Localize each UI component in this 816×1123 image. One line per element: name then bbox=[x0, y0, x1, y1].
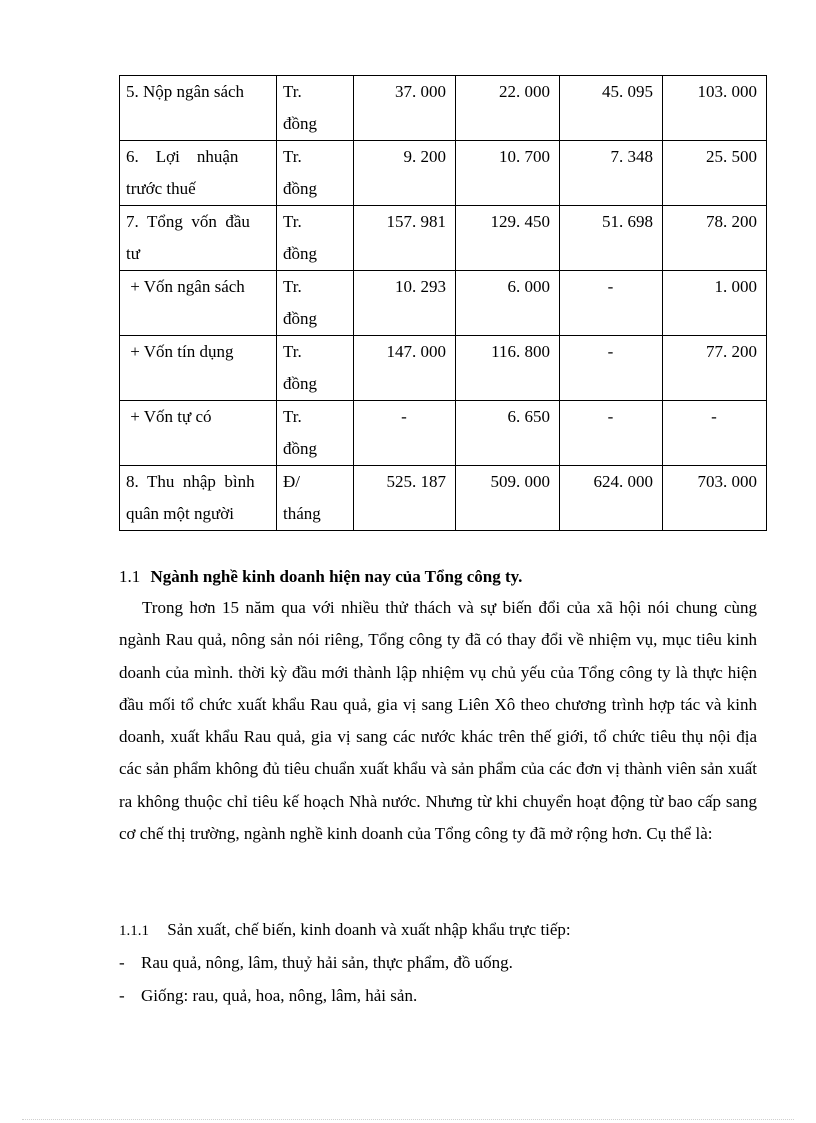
table-row bbox=[120, 401, 767, 466]
table-row bbox=[120, 76, 767, 141]
unit-line: đồng bbox=[283, 439, 317, 458]
section-heading bbox=[119, 563, 522, 591]
statistics-table bbox=[119, 75, 767, 531]
value-cell: - bbox=[663, 401, 767, 466]
value-cell: 45. 095 bbox=[560, 76, 663, 141]
bullet-dash: - bbox=[119, 953, 125, 972]
value-cell: 103. 000 bbox=[663, 76, 767, 141]
row-label-cell bbox=[120, 336, 277, 401]
unit-cell bbox=[277, 401, 354, 466]
row-label-line: quân một người bbox=[126, 504, 234, 523]
value-cell: 22. 000 bbox=[456, 76, 560, 141]
value-cell: 6. 000 bbox=[456, 271, 560, 336]
list-item bbox=[119, 982, 417, 1010]
section-number: 1.1 bbox=[119, 567, 141, 586]
row-label-line: 5. Nộp ngân sách bbox=[126, 82, 245, 101]
value-cell: 25. 500 bbox=[663, 141, 767, 206]
row-label-line: + Vốn tự có bbox=[126, 407, 212, 426]
unit-cell bbox=[277, 336, 354, 401]
value-cell: 129. 450 bbox=[456, 206, 560, 271]
unit-line: đồng bbox=[283, 114, 317, 133]
unit-line: Tr. bbox=[283, 407, 302, 426]
value-cell: - bbox=[354, 401, 456, 466]
value-cell: - bbox=[560, 336, 663, 401]
unit-line: Tr. bbox=[283, 342, 302, 361]
row-label-line: tư bbox=[126, 244, 140, 263]
unit-cell bbox=[277, 466, 354, 531]
list-item-text: Giống: rau, quả, hoa, nông, lâm, hải sản. bbox=[141, 986, 418, 1005]
value-cell: 10. 293 bbox=[354, 271, 456, 336]
value-cell: 116. 800 bbox=[456, 336, 560, 401]
value-cell: 77. 200 bbox=[663, 336, 767, 401]
bullet-dash: - bbox=[119, 986, 125, 1005]
row-label-cell bbox=[120, 206, 277, 271]
value-cell: 157. 981 bbox=[354, 206, 456, 271]
value-cell: 6. 650 bbox=[456, 401, 560, 466]
unit-line: đồng bbox=[283, 374, 317, 393]
value-cell: 509. 000 bbox=[456, 466, 560, 531]
subsection-title: Sản xuất, chế biến, kinh doanh và xuất nhập khẩu trực tiếp: bbox=[167, 920, 571, 939]
row-label-line: + Vốn ngân sách bbox=[126, 277, 245, 296]
subsection-number: 1.1.1 bbox=[119, 923, 149, 939]
value-cell: 624. 000 bbox=[560, 466, 663, 531]
list-item bbox=[119, 949, 513, 977]
row-label-cell bbox=[120, 271, 277, 336]
value-cell: 525. 187 bbox=[354, 466, 456, 531]
unit-line: Tr. bbox=[283, 147, 302, 166]
row-label-line: trước thuế bbox=[126, 179, 196, 198]
unit-line: Tr. bbox=[283, 277, 302, 296]
page-bottom-border bbox=[22, 1119, 794, 1120]
section-title: Ngành nghề kinh doanh hiện nay của Tổng công ty. bbox=[150, 567, 523, 586]
value-cell: 7. 348 bbox=[560, 141, 663, 206]
table-row bbox=[120, 141, 767, 206]
list-item-text: Rau quả, nông, lâm, thuỷ hải sản, thực phẩm, đồ uống. bbox=[141, 953, 513, 972]
value-cell: 1. 000 bbox=[663, 271, 767, 336]
unit-cell bbox=[277, 141, 354, 206]
unit-cell bbox=[277, 271, 354, 336]
row-label-line: 6. Lợi nhuận bbox=[126, 147, 239, 166]
unit-line: đồng bbox=[283, 179, 317, 198]
unit-line: đồng bbox=[283, 309, 317, 328]
table-row bbox=[120, 271, 767, 336]
unit-line: đồng bbox=[283, 244, 317, 263]
value-cell: 9. 200 bbox=[354, 141, 456, 206]
unit-line: Tr. bbox=[283, 212, 302, 231]
row-label-line: + Vốn tín dụng bbox=[126, 342, 234, 361]
row-label-line: 7. Tổng vốn đầu bbox=[126, 212, 250, 231]
unit-line: Tr. bbox=[283, 82, 302, 101]
value-cell: 10. 700 bbox=[456, 141, 560, 206]
row-label-cell bbox=[120, 466, 277, 531]
table-body bbox=[120, 76, 767, 531]
row-label-line: 8. Thu nhập bình bbox=[126, 472, 255, 491]
value-cell: 37. 000 bbox=[354, 76, 456, 141]
value-cell: - bbox=[560, 271, 663, 336]
value-cell: - bbox=[560, 401, 663, 466]
row-label-cell bbox=[120, 141, 277, 206]
table-row bbox=[120, 466, 767, 531]
unit-cell bbox=[277, 76, 354, 141]
body-paragraph: Trong hơn 15 năm qua với nhiều thử thách và sự biến đổi của xã hội nói chung cùng ngành Rau quả, nông sản nói riêng, Tổng công ty đã có thay đổi về nhiệm vụ, mục tiêu kinh doanh của mình. thời kỳ đầu mới thành lập nhiệm vụ chủ yếu của Tổng công ty là thực hiện đầu mối tổ chức xuất khẩu Rau quả, gia vị sang Liên Xô theo chương trình hợp tác và kinh doanh, xuất khẩu Rau quả, gia vị sang các nước khác trên thế giới, tổ chức tiêu thụ nội địa các sản phẩm không đủ tiêu chuẩn xuất khẩu và sản phẩm của các đơn vị thành viên sản xuất ra không thuộc chỉ tiêu kế hoạch Nhà nước. Nhưng từ khi chuyển hoạt động từ bao cấp sang cơ chế thị trường, ngành nghề kinh doanh của Tổng công ty đã mở rộng hơn. Cụ thể là: bbox=[119, 598, 757, 844]
value-cell: 78. 200 bbox=[663, 206, 767, 271]
value-cell: 703. 000 bbox=[663, 466, 767, 531]
unit-line: Đ/ bbox=[283, 472, 300, 491]
row-label-cell bbox=[120, 76, 277, 141]
unit-cell bbox=[277, 206, 354, 271]
subsection-heading bbox=[119, 916, 571, 945]
table-row bbox=[120, 336, 767, 401]
value-cell: 147. 000 bbox=[354, 336, 456, 401]
value-cell: 51. 698 bbox=[560, 206, 663, 271]
table-row bbox=[120, 206, 767, 271]
unit-line: tháng bbox=[283, 504, 321, 523]
row-label-cell bbox=[120, 401, 277, 466]
